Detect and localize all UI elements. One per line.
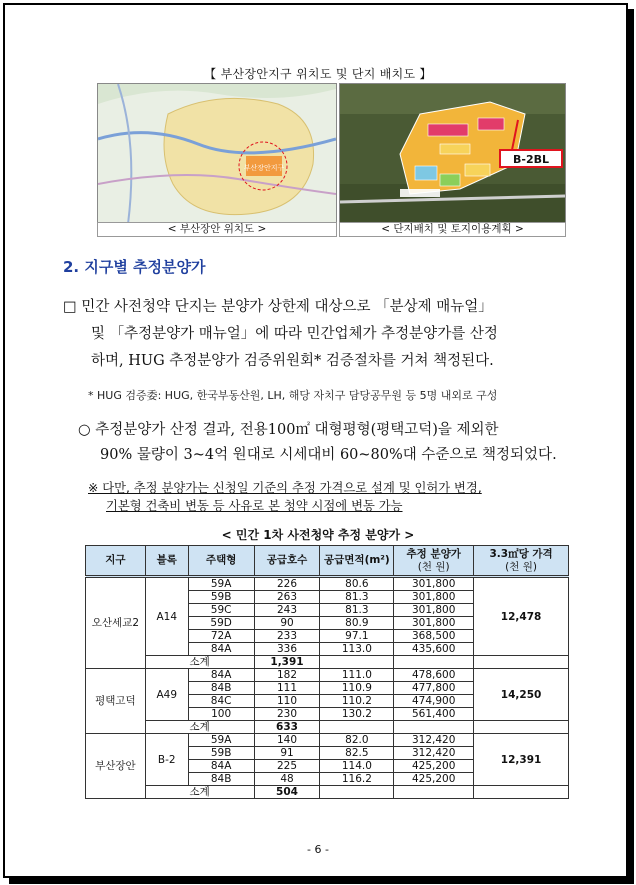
area-cell: 97.1 — [320, 630, 394, 643]
subtotal-label: 소계 — [145, 721, 254, 734]
price-cell: 312,420 — [394, 747, 474, 760]
location-map-graphic — [98, 84, 336, 224]
price-cell: 425,200 — [394, 760, 474, 773]
ppm-cell: 14,250 — [474, 669, 569, 721]
price-cell: 425,200 — [394, 773, 474, 786]
units-cell: 90 — [254, 617, 320, 630]
table-header-row — [86, 546, 569, 577]
type-cell: 84A — [188, 760, 254, 773]
ppm-cell: 12,391 — [474, 734, 569, 786]
bullet-line-2: 90% 물량이 3~4억 원대로 시세대비 60~80%대 수준으로 책정되었다. — [100, 447, 557, 463]
site-plan-image — [339, 83, 566, 225]
subtotal-units: 633 — [254, 721, 320, 734]
area-cell: 82.5 — [320, 747, 394, 760]
units-cell: 226 — [254, 577, 320, 591]
table-row — [86, 734, 569, 747]
area-cell: 110.9 — [320, 682, 394, 695]
header-price: 추정 분양가 (천 원) — [394, 546, 474, 577]
section-title: 2. 지구별 추정분양가 — [63, 258, 206, 276]
table-row — [86, 577, 569, 591]
header-units: 공급호수 — [254, 546, 320, 577]
block-cell: B-2 — [145, 734, 188, 786]
price-cell: 478,600 — [394, 669, 474, 682]
site-plan-graphic — [340, 84, 565, 224]
units-cell: 230 — [254, 708, 320, 721]
subtotal-units: 504 — [254, 786, 320, 799]
location-map-caption: < 부산장안 위치도 > — [97, 222, 337, 237]
warning-line-1: ※ 다만, 추정 분양가는 신청일 기준의 추정 가격으로 설계 및 인허가 변경, — [88, 481, 482, 495]
type-cell: 100 — [188, 708, 254, 721]
warning-line-2: 기본형 건축비 변동 등 사유로 본 청약 시점에 변동 가능 — [106, 499, 403, 513]
type-cell: 59B — [188, 747, 254, 760]
units-cell: 225 — [254, 760, 320, 773]
ppm-cell: 12,478 — [474, 577, 569, 656]
site-plan-caption: < 단지배치 및 토지이용계획 > — [339, 222, 566, 237]
figure-title: 【 부산장안지구 위치도 및 단지 배치도 】 — [204, 67, 432, 81]
price-cell: 368,500 — [394, 630, 474, 643]
units-cell: 111 — [254, 682, 320, 695]
area-cell: 110.2 — [320, 695, 394, 708]
price-cell: 301,800 — [394, 617, 474, 630]
units-cell: 243 — [254, 604, 320, 617]
intro-line-1: □ 민간 사전청약 단지는 분양가 상한제 대상으로 「분상제 매뉴얼」 — [63, 299, 493, 315]
price-cell: 435,600 — [394, 643, 474, 656]
map-district-label: 부산장안지구 — [243, 164, 285, 172]
units-cell: 336 — [254, 643, 320, 656]
units-cell: 140 — [254, 734, 320, 747]
type-cell: 84C — [188, 695, 254, 708]
area-cell: 114.0 — [320, 760, 394, 773]
location-map-image — [97, 83, 337, 225]
subtotal-row — [86, 786, 569, 799]
page-number: - 6 - — [307, 843, 329, 856]
price-cell: 301,800 — [394, 591, 474, 604]
footnote: * HUG 검증委: HUG, 한국부동산원, LH, 해당 자치구 담당공무원 등 5명 내외로 구성 — [88, 389, 498, 402]
subtotal-row — [86, 721, 569, 734]
warning-note — [88, 479, 578, 515]
area-cell: 130.2 — [320, 708, 394, 721]
type-cell: 84A — [188, 669, 254, 682]
intro-line-3: 하며, HUG 추정분양가 검증위원회* 검증절차를 거쳐 책정된다. — [91, 353, 494, 369]
price-cell: 561,400 — [394, 708, 474, 721]
price-table — [85, 545, 569, 799]
district-cell: 부산장안 — [86, 734, 146, 799]
intro-line-2: 및 「추정분양가 매뉴얼」에 따라 민간업체가 추정분양가를 산정 — [91, 326, 498, 342]
block-cell: A14 — [145, 577, 188, 656]
units-cell: 110 — [254, 695, 320, 708]
price-cell: 301,800 — [394, 604, 474, 617]
subtotal-label: 소계 — [145, 656, 254, 669]
header-price-per-3.3m2: 3.3㎡당 가격 (천 원) — [474, 546, 569, 577]
area-cell: 111.0 — [320, 669, 394, 682]
units-cell: 263 — [254, 591, 320, 604]
units-cell: 233 — [254, 630, 320, 643]
type-cell: 59D — [188, 617, 254, 630]
subtotal-label: 소계 — [145, 786, 254, 799]
type-cell: 84B — [188, 773, 254, 786]
intro-paragraph — [63, 294, 573, 375]
area-cell: 82.0 — [320, 734, 394, 747]
price-cell: 474,900 — [394, 695, 474, 708]
price-cell: 301,800 — [394, 577, 474, 591]
subtotal-units: 1,391 — [254, 656, 320, 669]
header-type: 주택형 — [188, 546, 254, 577]
type-cell: 59A — [188, 577, 254, 591]
price-cell: 477,800 — [394, 682, 474, 695]
site-callout-label: B-2BL — [513, 153, 549, 166]
header-area: 공급면적(m²) — [320, 546, 394, 577]
area-cell: 80.9 — [320, 617, 394, 630]
type-cell: 72A — [188, 630, 254, 643]
district-cell: 평택고덕 — [86, 669, 146, 734]
header-block: 블록 — [145, 546, 188, 577]
area-cell: 113.0 — [320, 643, 394, 656]
type-cell: 59A — [188, 734, 254, 747]
district-cell: 오산세교2 — [86, 577, 146, 669]
block-cell: A49 — [145, 669, 188, 721]
type-cell: 59C — [188, 604, 254, 617]
table-row — [86, 669, 569, 682]
area-cell: 81.3 — [320, 604, 394, 617]
type-cell: 59B — [188, 591, 254, 604]
units-cell: 182 — [254, 669, 320, 682]
price-cell: 312,420 — [394, 734, 474, 747]
result-bullet — [78, 418, 578, 468]
type-cell: 84B — [188, 682, 254, 695]
area-cell: 116.2 — [320, 773, 394, 786]
header-district: 지구 — [86, 546, 146, 577]
subtotal-row — [86, 656, 569, 669]
type-cell: 84A — [188, 643, 254, 656]
table-title: < 민간 1차 사전청약 추정 분양가 > — [221, 528, 415, 542]
area-cell: 80.6 — [320, 577, 394, 591]
units-cell: 48 — [254, 773, 320, 786]
bullet-line-1: ○ 추정분양가 산정 결과, 전용100㎡ 대형평형(평택고덕)을 제외한 — [78, 422, 499, 438]
area-cell: 81.3 — [320, 591, 394, 604]
units-cell: 91 — [254, 747, 320, 760]
